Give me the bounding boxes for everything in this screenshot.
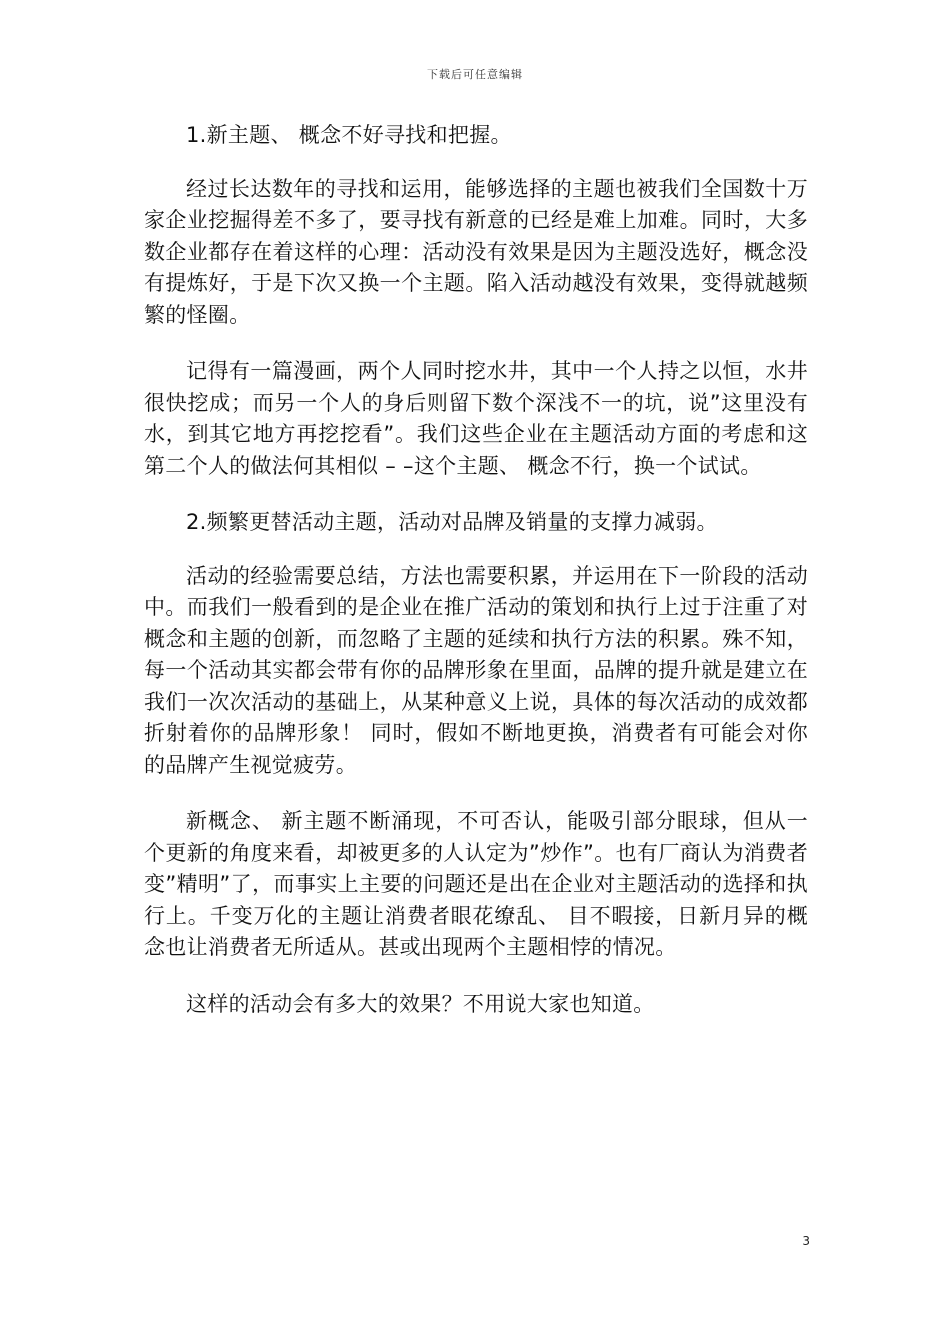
section-heading-1: 1.新主题、 概念不好寻找和把握。 bbox=[186, 123, 512, 147]
body-paragraph: 经过长达数年的寻找和运用，能够选择的主题也被我们全国数十万家企业挖掘得差不多了，要寻找有新意的已经是难上加难。同时，大多数企业都存在着这样的心理：活动没有效果是因为主题没选好，概念没有提炼好，于是下次又换一个主题。陷入活动越没有效果，变得就越频繁的怪圈。 bbox=[144, 176, 808, 327]
body-paragraph: 这样的活动会有多大的效果？不用说大家也知道。 bbox=[186, 991, 655, 1016]
body-paragraph: 记得有一篇漫画，两个人同时挖水井，其中一个人持之以恒，水井很快挖成；而另一个人的身后则留下数个深浅不一的坑，说”这里没有水，到其它地方再挖挖看”。我们这些企业在主题活动方面的考虑和这第二个人的做法何其相似 – –这个主题、 概念不行，换一个试试。 bbox=[144, 359, 808, 478]
page-header: 下载后可任意编辑 bbox=[427, 68, 523, 81]
section-heading-2: 2.频繁更替活动主题，活动对品牌及销量的支撑力减弱。 bbox=[186, 510, 718, 534]
document-body bbox=[144, 120, 808, 1045]
body-paragraph: 新概念、 新主题不断涌现，不可否认，能吸引部分眼球，但从一个更新的角度来看，却被更多的人认定为”炒作”。也有厂商认为消费者变”精明”了，而事实上主要的问题还是出在企业对主题活动的选择和执行上。千变万化的主题让消费者眼花缭乱、 目不暇接，日新月异的概念也让消费者无所适从。甚或出现两个主题相悖的情况。 bbox=[144, 809, 808, 959]
page-number: 3 bbox=[802, 1234, 810, 1248]
body-paragraph: 活动的经验需要总结，方法也需要积累，并运用在下一阶段的活动中。而我们一般看到的是企业在推广活动的策划和执行上过于注重了对概念和主题的创新，而忽略了主题的延续和执行方法的积累。殊不知，每一个活动其实都会带有你的品牌形象在里面，品牌的提升就是建立在我们一次次活动的基础上，从某种意义上说，具体的每次活动的成效都折射着你的品牌形象！ 同时，假如不断地更换，消费者有可能会对你的品牌产生视觉疲劳。 bbox=[144, 563, 808, 777]
